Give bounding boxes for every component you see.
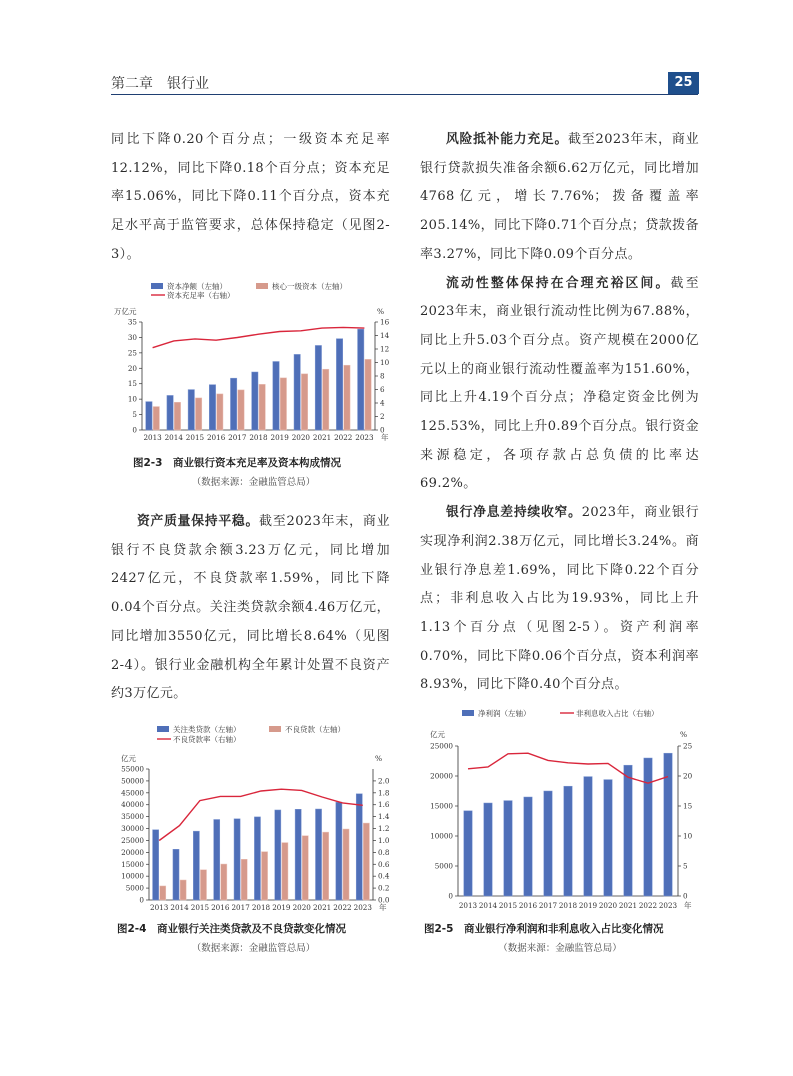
legend-label: 不良贷款率（右轴）: [173, 735, 241, 744]
x-tick-label: 2019: [270, 433, 289, 442]
bar: [504, 801, 512, 896]
paragraph-body: 截至2023年末，商业银行不良贷款余额3.23万亿元，同比增加2427亿元，不良贷款率1.59%，同比下降0.04个百分点。关注类贷款余额4.46万亿元，同比增加3550亿元，同比增长8.64%（见图2-4）。银行业金融机构全年累计处置不良资产约3万亿元。: [111, 514, 390, 702]
bar: [234, 819, 240, 900]
bar: [323, 832, 329, 900]
bar: [193, 831, 199, 900]
x-tick-label: 2017: [538, 901, 558, 910]
figure-caption: 图2-5 商业银行净利润和非利息收入占比变化情况: [424, 923, 664, 935]
x-tick-label: 2022: [334, 433, 353, 442]
figure-caption: 图2-4 商业银行关注类贷款及不良贷款变化情况: [117, 923, 346, 935]
x-tick-label: 2014: [170, 903, 189, 912]
x-tick-label: 2017: [228, 433, 247, 442]
x-tick-label: 2016: [211, 903, 230, 912]
bar: [365, 359, 371, 430]
bar: [336, 802, 342, 900]
y2-tick-label: 1.0: [378, 835, 390, 845]
y2-tick-label: 0.0: [378, 895, 390, 905]
header-divider: [111, 94, 698, 95]
y-tick-label: 35: [127, 317, 137, 327]
y-tick-label: 40000: [121, 800, 144, 810]
paragraph-body: 截至2023年末，商业银行流动性比例为67.88%，同比上升5.03个百分点。资产规模在2000亿元以上的商业银行流动性覆盖率为151.60%，同比上升4.19个百分点；净稳定资金比例为125.53%，同比上升0.89个百分点。银行资金来源稳定，各项存款占总负债的比率达69.2%。: [420, 275, 700, 492]
x-tick-label: 2023: [658, 901, 678, 910]
bar: [188, 390, 194, 430]
legend-label: 不良贷款（左轴）: [285, 725, 345, 734]
bar: [524, 797, 532, 896]
bar: [302, 836, 308, 900]
x-tick-label: 2022: [638, 901, 658, 910]
paragraph: [420, 499, 699, 700]
legend-swatch: [256, 283, 268, 289]
x-tick-label: 2019: [272, 903, 291, 912]
x-tick-label: 2015: [185, 433, 205, 442]
page-number: 25: [668, 72, 699, 94]
figure-caption: 图2-3 商业银行资本充足率及资本构成情况: [133, 457, 341, 469]
y2-tick-label: 25: [683, 741, 693, 751]
figure-source: （数据来源：金融监管总局）: [191, 943, 316, 954]
y2-tick-label: 8: [380, 371, 385, 381]
y2-tick-label: 1.6: [378, 800, 390, 810]
y2-axis-unit: %: [680, 730, 688, 739]
bar: [275, 810, 281, 900]
x-axis-suffix: 年: [379, 903, 387, 912]
left-column-top: [111, 126, 390, 270]
bar: [336, 339, 342, 430]
y2-tick-label: 15: [683, 801, 693, 811]
bar: [146, 402, 152, 430]
y2-tick-label: 1.2: [378, 824, 390, 834]
series-line: [468, 753, 668, 783]
bar: [356, 794, 362, 900]
x-tick-label: 2013: [150, 903, 169, 912]
y2-tick-label: 16: [380, 317, 390, 327]
y-tick-label: 15: [127, 379, 137, 389]
y2-tick-label: 0.2: [378, 883, 390, 893]
y-tick-label: 20000: [430, 771, 453, 781]
bar: [241, 859, 247, 900]
chapter-title: 第二章 银行业: [111, 76, 209, 92]
y-tick-label: 0: [132, 425, 137, 435]
x-tick-label: 2016: [206, 433, 226, 442]
bar: [153, 830, 159, 900]
x-axis-suffix: 年: [381, 433, 389, 442]
bar: [544, 791, 552, 896]
legend-label: 关注类贷款（左轴）: [173, 725, 241, 734]
y2-tick-label: 0.6: [378, 859, 390, 869]
chart-loans: [111, 722, 396, 914]
bar: [209, 385, 215, 430]
bar: [301, 374, 307, 430]
x-tick-label: 2021: [618, 901, 638, 910]
bar: [484, 803, 492, 896]
x-tick-label: 2017: [231, 903, 250, 912]
y-tick-label: 10000: [121, 871, 144, 881]
y2-tick-label: 20: [683, 771, 693, 781]
x-tick-label: 2016: [518, 901, 538, 910]
y2-tick-label: 4: [380, 398, 385, 408]
bar: [344, 365, 350, 430]
paragraph-lead: 流动性整体保持在合理充裕区间。: [446, 275, 671, 291]
legend-swatch: [269, 726, 281, 732]
y2-tick-label: 10: [683, 831, 693, 841]
bar: [343, 829, 349, 900]
bar: [160, 886, 166, 900]
paragraph: [111, 508, 390, 709]
y-axis-unit: 万亿元: [114, 307, 137, 316]
bar: [295, 809, 301, 900]
x-tick-label: 2020: [292, 903, 311, 912]
y2-tick-label: 10: [380, 358, 390, 367]
bar: [323, 369, 329, 430]
bar: [230, 378, 236, 430]
y-tick-label: 50000: [121, 776, 144, 786]
bar: [173, 849, 179, 900]
y-tick-label: 5000: [125, 883, 144, 893]
right-column: [420, 126, 699, 700]
x-tick-label: 2014: [164, 433, 183, 442]
y-tick-label: 5: [132, 410, 137, 420]
bar: [174, 402, 180, 430]
y-tick-label: 45000: [121, 788, 144, 798]
chart-capital: [111, 280, 396, 448]
bar: [273, 361, 279, 430]
x-tick-label: 2023: [355, 433, 374, 442]
y-tick-label: 15000: [121, 859, 144, 869]
legend-swatch: [157, 726, 169, 732]
bar: [584, 777, 592, 896]
figure-source: （数据来源：金融监管总局）: [191, 477, 316, 488]
y2-axis-unit: %: [377, 307, 385, 316]
y-tick-label: 35000: [121, 812, 144, 822]
y-tick-label: 10: [127, 394, 137, 404]
bar: [358, 329, 364, 430]
bar: [564, 786, 572, 896]
x-tick-label: 2021: [312, 433, 332, 442]
y-axis-unit: 亿元: [430, 730, 445, 739]
bar: [195, 398, 201, 430]
bar: [254, 817, 260, 900]
bar: [167, 395, 173, 430]
y-tick-label: 30: [127, 332, 137, 342]
bar: [153, 407, 159, 430]
y2-tick-label: 0.8: [378, 847, 390, 857]
x-tick-label: 2015: [190, 903, 210, 912]
paragraph: [420, 270, 699, 500]
bar: [214, 819, 220, 900]
y-tick-label: 25000: [430, 741, 453, 751]
bar: [294, 354, 300, 430]
x-axis-suffix: 年: [684, 901, 692, 910]
y2-tick-label: 0.4: [378, 871, 390, 881]
y2-tick-label: 0: [683, 891, 688, 901]
y2-tick-label: 12: [380, 344, 390, 354]
y2-tick-label: 0: [380, 425, 385, 435]
chart-profit: [420, 706, 705, 914]
legend-label: 核心一级资本（左轴）: [272, 282, 347, 291]
x-tick-label: 2018: [558, 901, 578, 910]
x-tick-label: 2013: [458, 901, 478, 910]
y2-tick-label: 1.4: [378, 812, 390, 822]
bar: [200, 870, 206, 900]
legend-swatch: [462, 710, 474, 716]
y2-tick-label: 5: [683, 861, 688, 871]
x-tick-label: 2021: [312, 903, 332, 912]
paragraph-lead: 资产质量保持平稳。: [137, 514, 259, 529]
y2-axis-unit: %: [375, 754, 383, 763]
legend-label: 净利润（左轴）: [478, 709, 531, 718]
legend-swatch: [151, 283, 163, 289]
x-tick-label: 2018: [251, 903, 271, 912]
x-tick-label: 2019: [578, 901, 598, 910]
bar: [262, 852, 268, 900]
y-tick-label: 20: [127, 363, 137, 373]
x-tick-label: 2023: [353, 903, 372, 912]
bar: [363, 823, 369, 900]
bar: [664, 753, 672, 896]
bar: [252, 372, 258, 430]
paragraph-lead: 银行净息差持续收窄。: [446, 505, 582, 521]
series-line: [159, 789, 363, 840]
paragraph: 同比下降0.20个百分点；一级资本充足率12.12%，同比下降0.18个百分点；资本充足率15.06%，同比下降0.11个百分点，资本充足水平高于监管要求，总体保持稳定（见图2-3）。: [111, 132, 390, 262]
paragraph-lead: 风险抵补能力充足。: [446, 132, 568, 147]
paragraph: [420, 126, 699, 270]
y-axis-unit: 亿元: [121, 754, 136, 763]
y-tick-label: 15000: [430, 801, 453, 811]
y2-tick-label: 2.0: [378, 776, 390, 786]
bar: [282, 843, 288, 900]
y2-tick-label: 1.8: [378, 788, 390, 798]
bar: [180, 880, 186, 900]
left-column-bottom: [111, 508, 390, 709]
x-tick-label: 2020: [598, 901, 618, 910]
series-line: [153, 327, 365, 347]
y2-tick-label: 6: [380, 385, 385, 394]
x-tick-label: 2013: [143, 433, 162, 442]
paragraph-body: 2023年，商业银行实现净利润2.38万亿元，同比增长3.24%。商业银行净息差1.69%，同比下降0.22个百分点；非利息收入占比为19.93%，同比上升1.13个百分点（见图2-5）。资产利润率0.70%，同比下降0.06个百分点，资本利润率8.93%，同比下降0.40个百分点。: [420, 505, 699, 693]
bar: [238, 390, 244, 430]
bar: [280, 378, 286, 430]
x-tick-label: 2015: [498, 901, 518, 910]
bar: [315, 345, 321, 430]
legend-label: 资本净额（左轴）: [167, 282, 227, 291]
y-tick-label: 25000: [121, 835, 144, 845]
y-tick-label: 25: [127, 348, 137, 358]
x-tick-label: 2022: [333, 903, 352, 912]
bar: [604, 780, 612, 896]
paragraph-body: 截至2023年末，商业银行贷款损失准备余额6.62万亿元，同比增加4768亿元，增长7.76%；拨备覆盖率205.14%，同比下降0.71个百分点；贷款拨备率3.27%，同比下降0.09个百分点。: [420, 132, 699, 262]
bar: [315, 809, 321, 900]
x-tick-label: 2020: [291, 433, 311, 442]
legend-label: 资本充足率（右轴）: [167, 291, 235, 300]
x-tick-label: 2018: [249, 433, 268, 442]
y-tick-label: 0: [139, 895, 144, 905]
x-tick-label: 2014: [478, 901, 498, 910]
y-tick-label: 30000: [121, 824, 144, 834]
y-tick-label: 0: [448, 891, 453, 901]
bar: [624, 765, 632, 896]
bar: [217, 394, 223, 430]
y-tick-label: 10000: [430, 831, 453, 841]
y-tick-label: 55000: [121, 764, 144, 774]
y2-tick-label: 14: [380, 331, 390, 340]
bar: [644, 758, 652, 896]
figure-source: （数据来源：金融监管总局）: [498, 943, 622, 954]
y2-tick-label: 2: [380, 412, 385, 421]
y-tick-label: 20000: [121, 847, 144, 857]
bar: [259, 384, 265, 430]
y-tick-label: 5000: [434, 861, 453, 871]
legend-label: 非利息收入占比（右轴）: [576, 709, 659, 718]
bar: [464, 811, 472, 896]
bar: [221, 864, 227, 900]
